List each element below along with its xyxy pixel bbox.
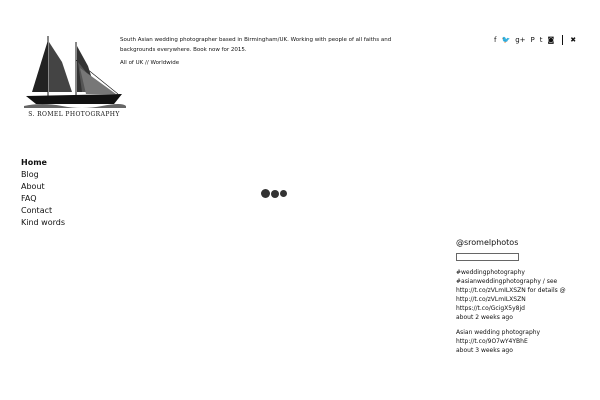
google-plus-icon[interactable]: g+ — [515, 36, 526, 44]
loader-dot — [271, 190, 279, 198]
main-nav — [21, 157, 65, 229]
nav-item-home[interactable]: Home — [21, 158, 47, 167]
twitter-widget — [456, 237, 566, 355]
nav-item-about[interactable]: About — [21, 182, 45, 191]
tweet-time[interactable]: about 2 weeks ago — [456, 314, 513, 321]
schooner-ship-icon — [22, 32, 126, 110]
social-divider — [562, 35, 563, 45]
nav-item-faq[interactable]: FAQ — [21, 194, 37, 203]
logo-text: S. ROMEL PHOTOGRAPHY — [28, 111, 120, 118]
social-links — [494, 35, 581, 45]
site-tagline: South Asian wedding photographer based in Birmingham/UK. Working with people of all faiths and backgrounds everywhere. Book now for 2015. — [120, 37, 392, 53]
tumblr-icon[interactable]: t — [539, 36, 543, 44]
twitter-handle[interactable]: @sromelphotos — [456, 238, 519, 247]
tweet — [456, 328, 566, 355]
pinterest-icon[interactable]: P — [530, 36, 535, 44]
loading-indicator — [261, 189, 288, 198]
tweet-time[interactable]: about 3 weeks ago — [456, 347, 513, 354]
tweet-text[interactable]: #weddingphotography #asianweddingphotography / see http://t.co/zVLmILXSZN for details @ http://t.co/zVLmILXSZN https://t.co/GcigX5y8jd — [456, 269, 566, 312]
twitter-icon[interactable]: 🐦 — [501, 36, 511, 44]
instagram-icon[interactable]: ◙ — [547, 36, 555, 44]
facebook-icon[interactable]: f — [494, 36, 497, 44]
nav-item-contact[interactable]: Contact — [21, 206, 53, 215]
twitter-search-input[interactable] — [456, 253, 519, 261]
tweet-text[interactable]: Asian wedding photography http://t.co/9O7wY4YBhE — [456, 329, 541, 345]
tweet — [456, 268, 566, 322]
coverage-text: All of UK // Worldwide — [120, 60, 180, 66]
site-logo[interactable] — [22, 32, 126, 122]
loader-dot — [280, 190, 287, 197]
expand-icon[interactable]: ✖ — [570, 36, 577, 44]
nav-item-kind-words[interactable]: Kind words — [21, 218, 65, 227]
loader-dot — [261, 189, 270, 198]
nav-item-blog[interactable]: Blog — [21, 170, 39, 179]
